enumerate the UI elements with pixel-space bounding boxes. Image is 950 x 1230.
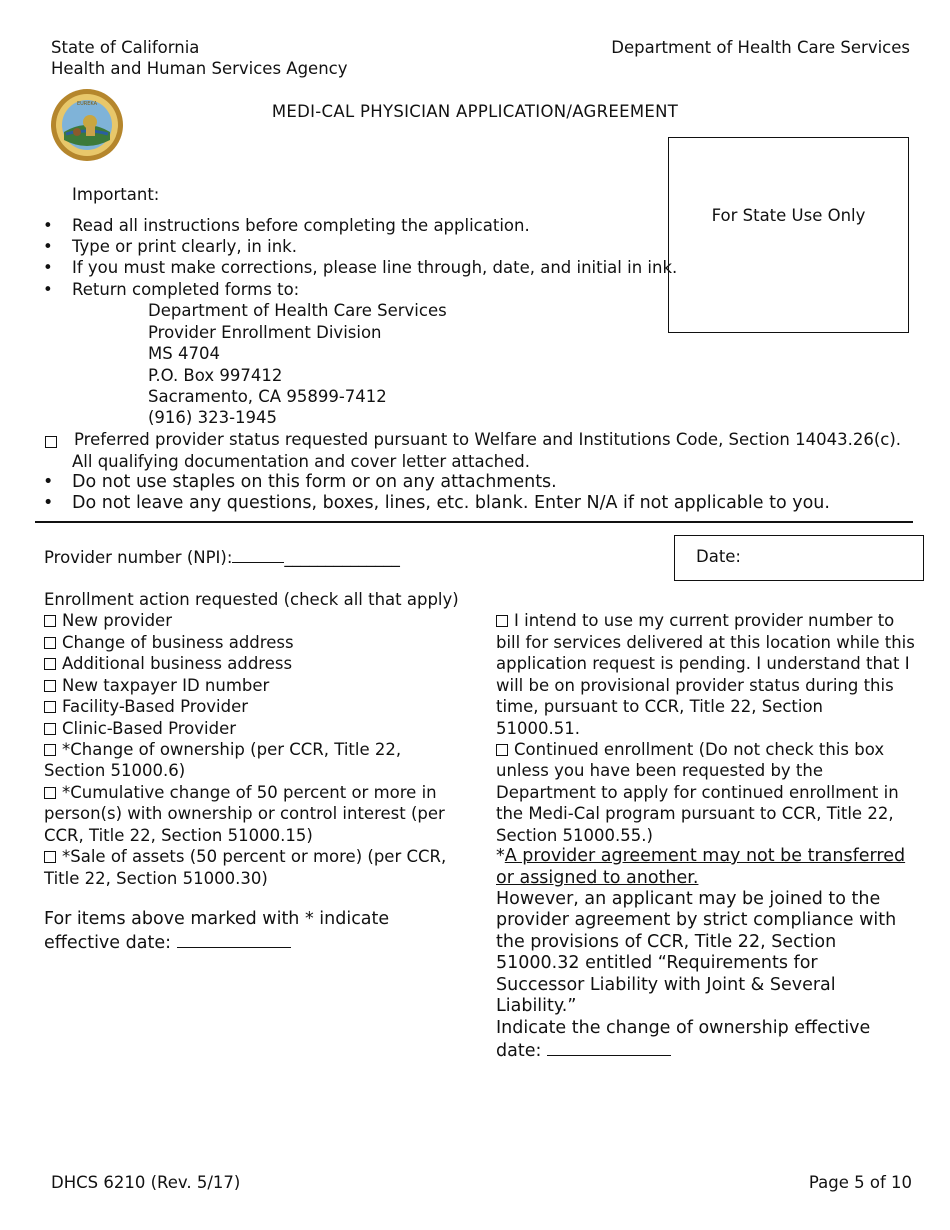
checkbox-icon <box>44 723 56 735</box>
enrollment-option[interactable]: New taxpayer ID number <box>44 675 269 696</box>
preferred-provider-checkbox[interactable] <box>45 436 57 448</box>
important-heading: Important: <box>72 185 160 204</box>
california-seal-icon <box>50 88 124 162</box>
enrollment-option[interactable]: Additional business address <box>44 653 292 674</box>
continued-enrollment-text: Section 51000.55.) <box>496 826 653 845</box>
cumulative-change-ref: CCR, Title 22, Section 51000.15) <box>44 826 313 845</box>
checkbox-icon <box>44 637 56 649</box>
enrollment-option[interactable]: New provider <box>44 610 172 631</box>
successor-text: Successor Liability with Joint & Several <box>496 975 836 995</box>
effective-date-note: For items above marked with * indicate <box>44 909 390 929</box>
successor-text: 51000.32 entitled “Requirements for <box>496 953 818 973</box>
npi-label: Provider number (NPI): <box>44 548 233 567</box>
preferred-provider-note: All qualifying documentation and cover letter attached. <box>72 452 530 471</box>
section-divider <box>35 521 913 523</box>
continued-enrollment-text: Department to apply for continued enrollment in <box>496 783 899 802</box>
ownership-date-field[interactable]: date: <box>496 1039 671 1062</box>
enrollment-option[interactable]: Facility-Based Provider <box>44 696 248 717</box>
change-of-ownership-ref: Section 51000.6) <box>44 761 186 780</box>
enrollment-option[interactable]: Clinic-Based Provider <box>44 718 236 739</box>
checkbox-icon <box>44 680 56 692</box>
page-title: MEDI-CAL PHYSICIAN APPLICATION/AGREEMENT <box>271 102 679 121</box>
effective-date-field[interactable]: effective date: <box>44 931 291 954</box>
successor-text: However, an applicant may be joined to the <box>496 889 881 909</box>
checkbox-icon <box>44 701 56 713</box>
checkbox-icon <box>44 658 56 670</box>
page-number: Page 5 of 10 <box>808 1173 912 1192</box>
successor-text: provider agreement by strict compliance with <box>496 910 897 930</box>
npi-field[interactable] <box>44 546 400 568</box>
checkbox-icon <box>44 615 56 627</box>
transfer-warning: *A provider agreement may not be transferred <box>496 846 906 866</box>
change-of-ownership-option[interactable]: *Change of ownership (per CCR, Title 22, <box>44 739 401 760</box>
successor-text: Liability.” <box>496 996 577 1016</box>
continued-enrollment-text: unless you have been requested by the <box>496 761 824 780</box>
enrollment-heading: Enrollment action requested (check all that apply) <box>44 590 459 609</box>
address-line: Provider Enrollment Division <box>148 323 382 342</box>
checkbox-icon <box>44 851 56 863</box>
continued-enrollment-text: the Medi-Cal program pursuant to CCR, Title 22, <box>496 804 894 823</box>
transfer-warning-cont: or assigned to another. <box>496 868 699 888</box>
date-label: Date: <box>696 547 741 566</box>
checkbox-icon <box>44 787 56 799</box>
ownership-date-note: Indicate the change of ownership effective <box>496 1018 871 1038</box>
agency-name: Health and Human Services Agency <box>51 59 348 78</box>
form-id: DHCS 6210 (Rev. 5/17) <box>51 1173 241 1192</box>
intend-text: 51000.51. <box>496 719 580 738</box>
intend-text: will be on provisional provider status during this <box>496 676 894 695</box>
npi-blank: ______________ <box>284 548 400 567</box>
checkbox-icon <box>44 744 56 756</box>
state-use-box <box>668 137 909 333</box>
date-box[interactable] <box>674 535 924 581</box>
successor-text: the provisions of CCR, Title 22, Section <box>496 932 837 952</box>
state-name: State of California <box>51 38 200 57</box>
state-use-label: For State Use Only <box>711 206 866 225</box>
address-line: P.O. Box 997412 <box>148 366 283 385</box>
intend-option[interactable]: I intend to use my current provider number to <box>496 610 894 631</box>
checkbox-icon <box>496 744 508 756</box>
cumulative-change-option[interactable]: *Cumulative change of 50 percent or more in <box>44 782 437 803</box>
sale-of-assets-option[interactable]: *Sale of assets (50 percent or more) (per CCR, <box>44 846 446 867</box>
cumulative-change-text: person(s) with ownership or control interest (per <box>44 804 445 823</box>
address-line: Department of Health Care Services <box>148 301 447 320</box>
address-line: Sacramento, CA 95899-7412 <box>148 387 387 406</box>
continued-enrollment-option[interactable]: Continued enrollment (Do not check this box <box>496 739 884 760</box>
checkbox-icon <box>496 615 508 627</box>
address-line: MS 4704 <box>148 344 220 363</box>
sale-of-assets-ref: Title 22, Section 51000.30) <box>44 869 268 888</box>
preferred-provider-label: Preferred provider status requested pursuant to Welfare and Institutions Code, Section 14043.26(c). <box>74 430 902 449</box>
address-line: (916) 323-1945 <box>148 408 278 427</box>
intend-text: bill for services delivered at this location while this <box>496 633 915 652</box>
department-name: Department of Health Care Services <box>611 38 910 57</box>
intend-text: time, pursuant to CCR, Title 22, Section <box>496 697 824 716</box>
seal-eureka-text: EUREKA <box>76 101 98 107</box>
intend-text: application request is pending. I understand that I <box>496 654 910 673</box>
enrollment-option[interactable]: Change of business address <box>44 632 294 653</box>
